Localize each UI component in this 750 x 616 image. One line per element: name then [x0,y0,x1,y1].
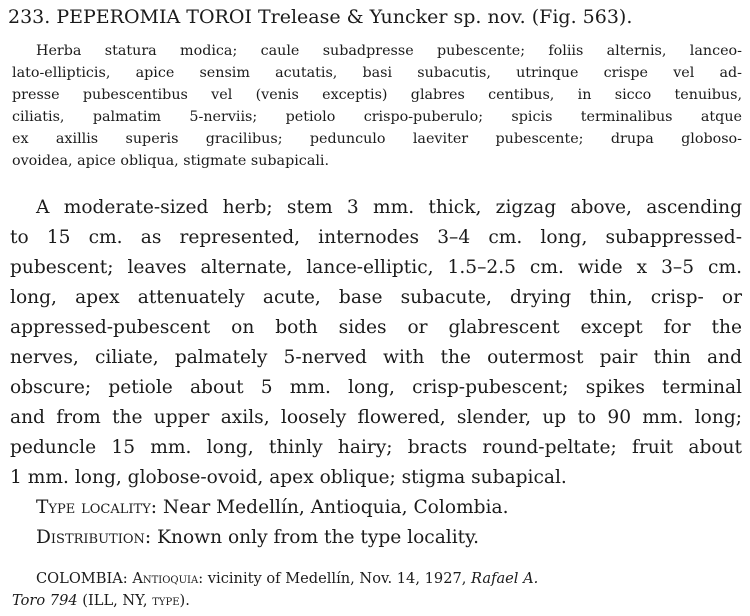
specimen-locality: vicinity of Medellín, Nov. 14, 1927, [207,570,467,587]
specimen-type-label: type [152,592,180,609]
specimen-citation: COLOMBIA: Antioquia: vicinity of Medellín, Nov. 14, 1927, Rafael A. [36,570,539,587]
species-heading [8,6,632,28]
english-line: pubescent; leaves alternate, lance-elliptic, 1.5–2.5 cm. wide x 3–5 cm. [10,257,742,278]
specimen-herbaria: (ILL, NY, [82,592,148,609]
specimen-collector: Rafael A. [471,570,539,587]
figure-reference: (Fig. 563). [531,6,633,28]
distribution-text: Known only from the type locality. [157,527,480,548]
latin-line: presse pubescentibus vel (venis exceptis) glabres centibus, in sicco tenuibus, [12,87,742,103]
type-locality-text: Near Medellín, Antioquia, Colombia. [162,497,509,518]
species-authority: Trelease & Yuncker sp. nov. [257,6,526,28]
distribution-label: Distribution [36,527,145,548]
english-line: peduncle 15 mm. long, thinly hairy; bracts round-peltate; fruit about [10,437,742,458]
english-line: obscure; petiole about 5 mm. long, crisp-pubescent; spikes terminal [10,377,742,398]
english-line: appressed-pubescent on both sides or glabrescent except for the [10,317,742,338]
latin-line: Herba statura modica; caule subadpresse pubescente; foliis alternis, lanceo- [36,43,742,59]
species-name: PEPEROMIA TOROI [56,6,252,28]
species-number: 233. [8,6,51,28]
specimen-close: ). [179,592,190,609]
specimen-country: COLOMBIA [36,570,123,587]
latin-line: ciliatis, palmatim 5-nerviis; petiolo crispo-puberulo; spicis terminalibus atque [12,109,742,125]
latin-line: lato-ellipticis, apice sensim acutatis, basi subacutis, utrinque crispe vel ad- [12,65,742,81]
english-line: nerves, ciliate, palmately 5-nerved with the outermost pair thin and [10,347,742,368]
english-line: long, apex attenuately acute, base subacute, drying thin, crisp- or [10,287,742,308]
specimen-citation-cont [12,592,190,609]
english-line: to 15 cm. as represented, internodes 3–4 cm. long, subappressed- [10,227,742,248]
english-line: 1 mm. long, globose-ovoid, apex oblique; stigma subapical. [10,467,567,488]
latin-line: ovoidea, apice obliqua, stigmate subapicali. [12,153,330,169]
type-locality-label: Type locality [36,497,151,518]
specimen-collector-number: Toro 794 [12,592,78,609]
type-locality: Type locality: Near Medellín, Antioquia, Colombia. [36,497,509,518]
latin-line: ex axillis superis gracilibus; pedunculo laeviter pubescente; drupa globoso- [12,131,742,147]
specimen-department: Antioquia [132,570,199,587]
distribution: Distribution: Known only from the type locality. [36,527,480,548]
english-line: A moderate-sized herb; stem 3 mm. thick, zigzag above, ascending [36,197,742,218]
english-line: and from the upper axils, loosely flowered, slender, up to 90 mm. long; [10,407,742,428]
